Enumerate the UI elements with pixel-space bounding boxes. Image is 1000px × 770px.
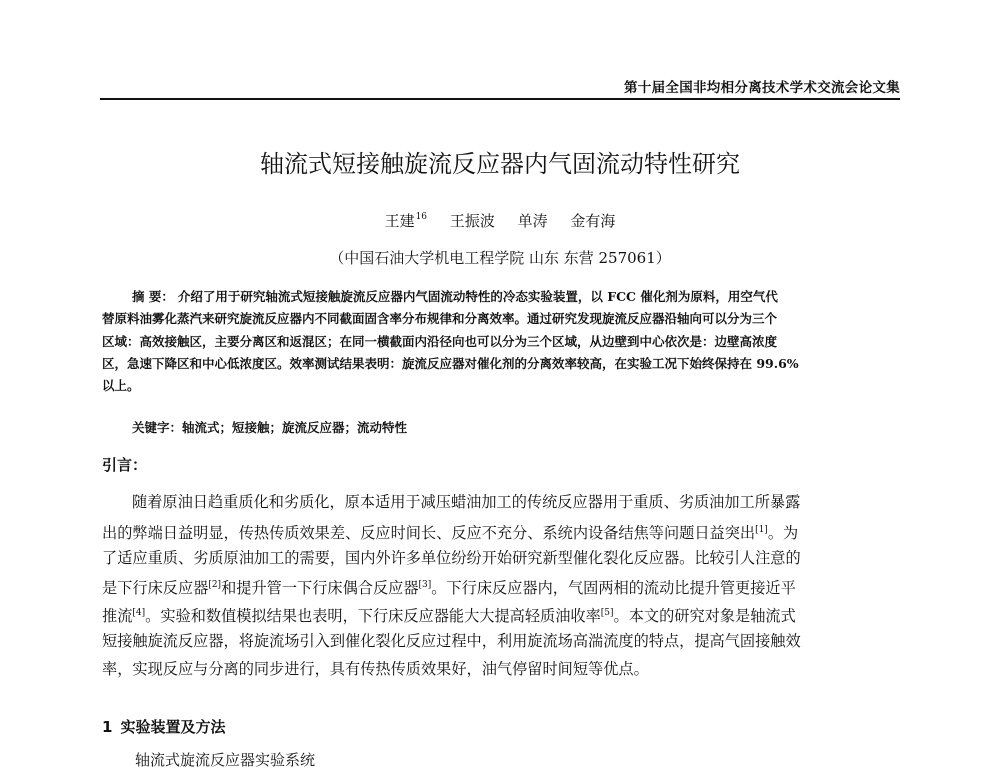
keywords-text: 轴流式；短接触；旋流反应器；流动特性: [182, 420, 408, 435]
running-header: 第十届全国非均相分离技术学术交流会论文集: [624, 80, 900, 96]
section-heading: [102, 717, 225, 737]
paragraph-line: [102, 572, 902, 600]
keywords: [102, 418, 407, 438]
author-affiliation-mark: 16: [415, 212, 428, 222]
abstract-label: 摘 要：: [132, 289, 174, 304]
abstract-text: 介绍了用于研究轴流式短接触旋流反应器内气固流动特性的冷态实验装置，以 FCC 催化剂为原料，用空气代: [177, 289, 778, 304]
line-text: 。实验和数值模拟结果也表明，下行床反应器能大大提高轻质油收率: [145, 607, 601, 626]
intro-paragraph: [102, 489, 902, 684]
affiliation: （中国石油大学机电工程学院 山东 东营 257061）: [329, 249, 671, 267]
author: [385, 207, 427, 231]
author-name: 单涛: [517, 212, 548, 230]
line-text: 出的弊端日益明显，传热传质效果差、反应时间长、反应不充分、系统内设备结焦等问题日益突出: [102, 523, 756, 542]
abstract: [102, 286, 902, 397]
citation-ref: [5]: [600, 608, 614, 619]
author: [518, 211, 548, 231]
abstract-line: 替原料油雾化蒸汽来研究旋流反应器内不同截面固含率分布规律和分离效率。通过研究发现旋流反应器沿轴向可以分为三个: [102, 311, 778, 327]
abstract-line: [102, 286, 902, 308]
line-text: 。下行床反应器内，气固两相的流动比提升管更接近平: [431, 579, 796, 598]
line-text: 推流: [102, 607, 133, 626]
author: [450, 211, 495, 231]
paragraph-line: [102, 517, 902, 545]
author-name: 金有海: [570, 212, 616, 230]
line-text: 。为: [767, 523, 799, 542]
section-title: 实验装置及方法: [120, 718, 226, 736]
citation-ref: [2]: [208, 580, 222, 591]
section-number: 1: [102, 718, 113, 736]
paragraph-line: 随着原油日趋重质化和劣质化，原本适用于减压蜡油加工的传统反应器用于重质、劣质油加工所暴露: [132, 493, 801, 511]
paragraph-line: 了适应重质、劣质原油加工的需要，国内外许多单位纷纷开始研究新型催化裂化反应器。比较引人注意的: [102, 548, 801, 567]
author-name: 王振波: [449, 212, 495, 230]
abstract-line: 区，急速下降区和中心低浓度区。效率测试结果表明：旋流反应器对催化剂的分离效率较高，在实验工况下始终保持在 99.6%: [102, 355, 799, 371]
intro-heading: 引言：: [102, 456, 148, 474]
citation-ref: [4]: [132, 608, 146, 619]
header-rule: [100, 98, 900, 100]
citation-ref: [1]: [755, 524, 768, 535]
abstract-line: 区域：高效接触区，主要分离区和返混区；在同一横截面内沿径向也可以分为三个区域，从边壁到中心依次是：边壁高浓度: [102, 333, 778, 349]
abstract-line: 以上。: [102, 378, 140, 394]
author-list: [0, 207, 1000, 231]
paragraph-line: 短接触旋流反应器，将旋流场引入到催化裂化反应过程中，利用旋流场高湍流度的特点，提高气固接触效: [102, 631, 801, 650]
line-text: 。本文的研究对象是轴流式: [613, 607, 796, 626]
line-text: 是下行床反应器: [102, 579, 209, 598]
paragraph-line: [102, 600, 902, 628]
paragraph-line: 率，实现反应与分离的同步进行，具有传热传质效果好，油气停留时间短等优点。: [102, 659, 649, 678]
line-text: 和提升管一下行床偶合反应器: [221, 579, 419, 598]
author: [570, 211, 615, 231]
cut-off-text-line: 轴流式旋流反应器实验系统: [135, 751, 316, 769]
paper-title: 轴流式短接触旋流反应器内气固流动特性研究: [260, 150, 740, 178]
citation-ref: [3]: [418, 580, 432, 591]
author-name: 王建: [384, 212, 415, 230]
keywords-label: 关键字：: [132, 420, 183, 435]
